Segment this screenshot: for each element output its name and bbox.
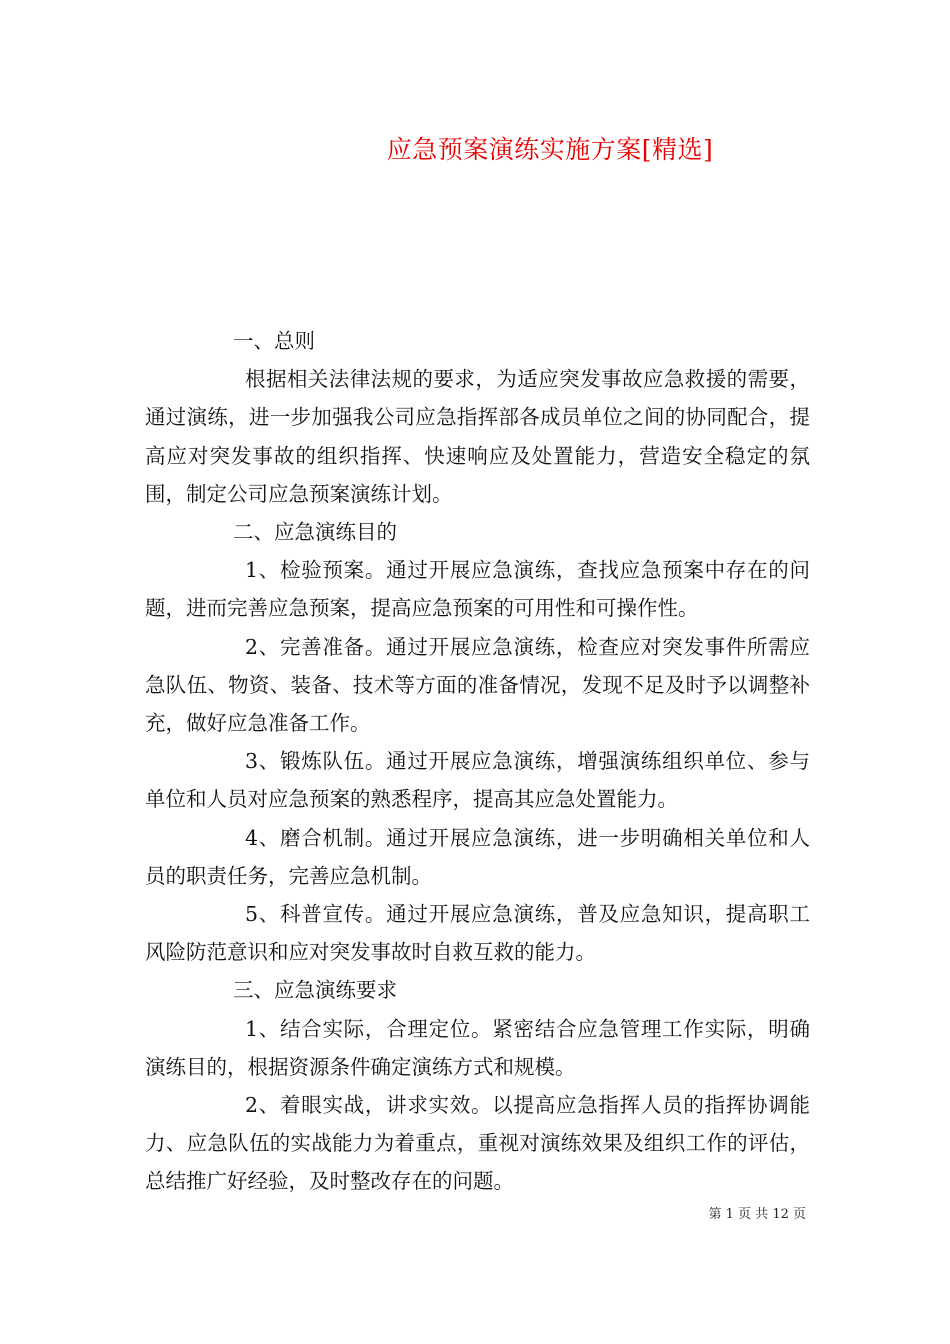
- paragraph: 4、磨合机制。通过开展应急演练，进一步明确相关单位和人员的职责任务，完善应急机制。: [145, 825, 810, 888]
- paragraph: 2、着眼实战，讲求实效。以提高应急指挥人员的指挥协调能力、应急队伍的实战能力为着重点，重视对演练效果及组织工作的评估，总结推广好经验，及时整改存在的问题。: [145, 1093, 810, 1194]
- paragraph: 3、锻炼队伍。通过开展应急演练，增强演练组织单位、参与单位和人员对应急预案的熟悉程序，提高其应急处置能力。: [145, 749, 810, 812]
- section-heading-requirements: 三、应急演练要求: [233, 978, 397, 1003]
- document-body: [145, 322, 810, 1201]
- paragraph: 1、检验预案。通过开展应急演练，查找应急预案中存在的问题，进而完善应急预案，提高应急预案的可用性和可操作性。: [145, 558, 810, 621]
- paragraph: 根据相关法律法规的要求，为适应突发事故应急救援的需要，通过演练，进一步加强我公司应急指挥部各成员单位之间的协同配合，提高应对突发事故的组织指挥、快速响应及处置能力，营造安全稳定的氛围，制定公司应急预案演练计划。: [145, 367, 810, 506]
- paragraph: 1、结合实际，合理定位。紧密结合应急管理工作实际，明确演练目的，根据资源条件确定演练方式和规模。: [145, 1016, 810, 1079]
- paragraph: 5、科普宣传。通过开展应急演练，普及应急知识，提高职工风险防范意识和应对突发事故时自救互救的能力。: [145, 902, 810, 965]
- section-heading-general: 一、总则: [233, 329, 315, 353]
- section-heading-purpose: 二、应急演练目的: [233, 520, 397, 545]
- page-number-footer: 第 1 页 共 12 页: [708, 1207, 806, 1222]
- paragraph: 2、完善准备。通过开展应急演练，检查应对突发事件所需应急队伍、物资、装备、技术等方面的准备情况，发现不足及时予以调整补充，做好应急准备工作。: [145, 634, 810, 736]
- document-title: 应急预案演练实施方案[精选]: [386, 135, 714, 164]
